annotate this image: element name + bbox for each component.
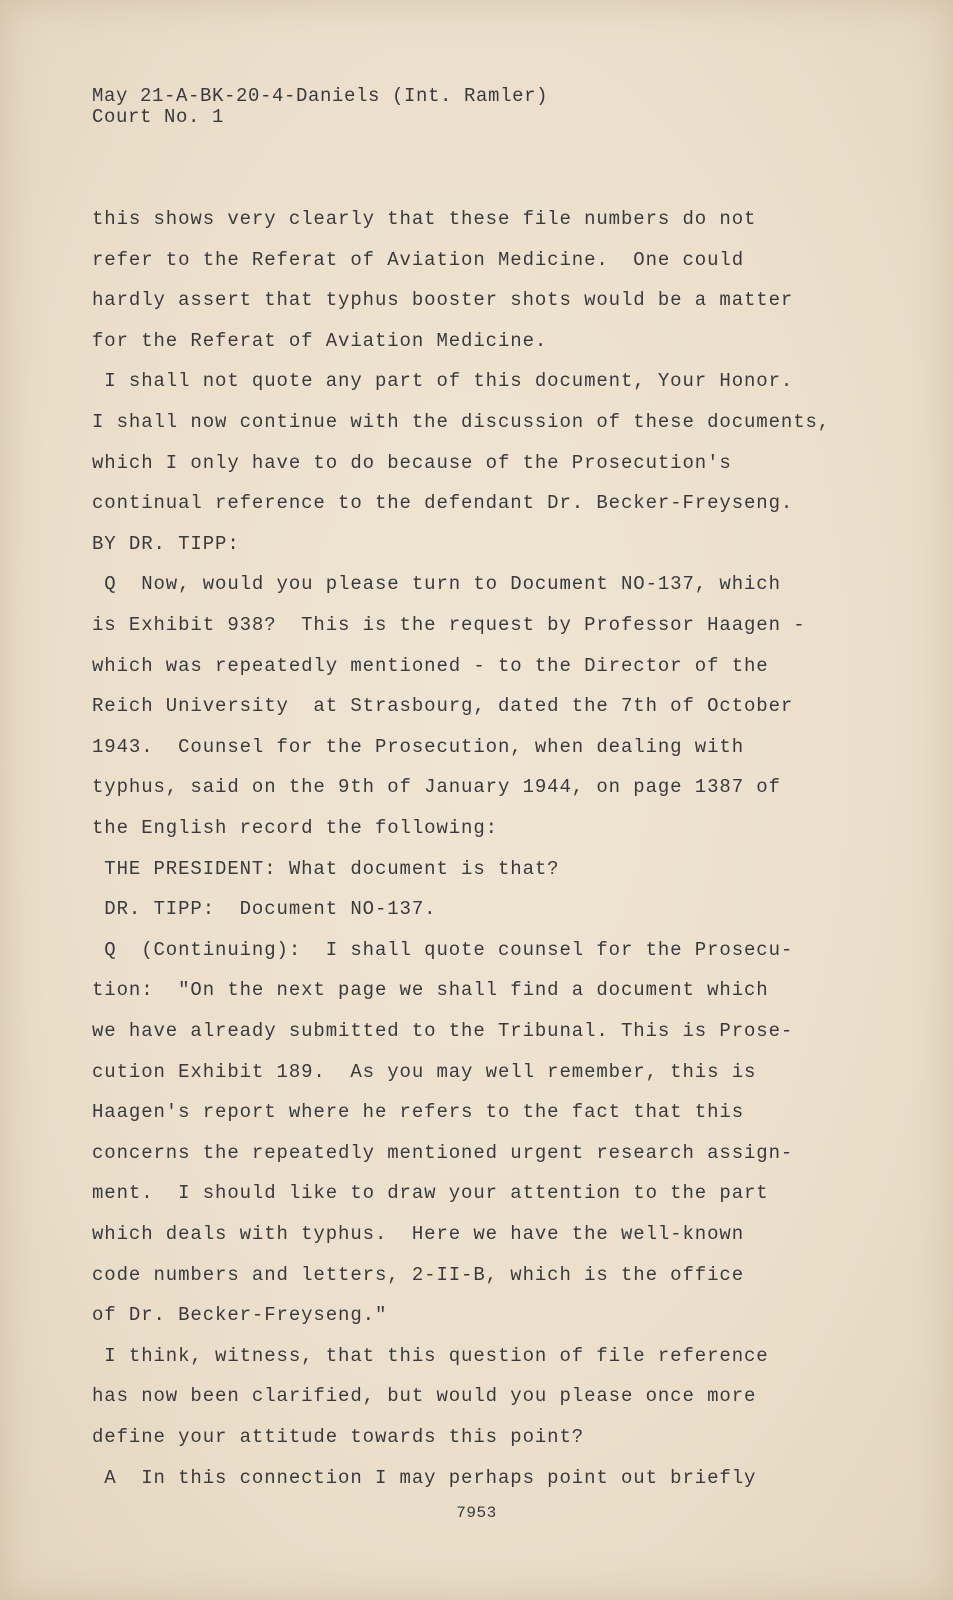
text-line: Q Now, would you please turn to Document NO-137, which <box>92 573 781 595</box>
text-line: code numbers and letters, 2-II-B, which is the office <box>92 1264 744 1286</box>
text-line: of Dr. Becker-Freyseng." <box>92 1304 388 1326</box>
text-line: continual reference to the defendant Dr. Becker-Freyseng. <box>92 492 794 514</box>
text-line: which deals with typhus. Here we have the well-known <box>92 1223 744 1245</box>
page-header <box>92 86 548 128</box>
text-line: I shall now continue with the discussion of these documents, <box>92 411 831 433</box>
text-line: BY DR. TIPP: <box>92 533 240 555</box>
text-line: the English record the following: <box>92 817 498 839</box>
text-line: for the Referat of Aviation Medicine. <box>92 330 548 352</box>
text-line: 1943. Counsel for the Prosecution, when dealing with <box>92 736 744 758</box>
text-line: A In this connection I may perhaps point out briefly <box>92 1467 757 1489</box>
text-line: refer to the Referat of Aviation Medicine. One could <box>92 249 744 271</box>
text-line: DR. TIPP: Document NO-137. <box>92 898 437 920</box>
text-line: cution Exhibit 189. As you may well remember, this is <box>92 1061 757 1083</box>
text-line: THE PRESIDENT: What document is that? <box>92 858 560 880</box>
text-line: has now been clarified, but would you please once more <box>92 1385 757 1407</box>
text-line: I shall not quote any part of this document, Your Honor. <box>92 370 794 392</box>
text-line: is Exhibit 938? This is the request by Professor Haagen - <box>92 614 806 636</box>
text-line: concerns the repeatedly mentioned urgent research assign- <box>92 1142 794 1164</box>
text-line: tion: "On the next page we shall find a document which <box>92 979 769 1001</box>
text-line: hardly assert that typhus booster shots would be a matter <box>92 289 794 311</box>
text-line: I think, witness, that this question of file reference <box>92 1345 769 1367</box>
text-line: Haagen's report where he refers to the fact that this <box>92 1101 744 1123</box>
page-number: 7953 <box>456 1504 497 1522</box>
text-line: Q (Continuing): I shall quote counsel for the Prosecu- <box>92 939 794 961</box>
text-line: this shows very clearly that these file numbers do not <box>92 208 757 230</box>
text-line: ment. I should like to draw your attention to the part <box>92 1182 769 1204</box>
text-line: which I only have to do because of the Prosecution's <box>92 452 732 474</box>
text-line: which was repeatedly mentioned - to the Director of the <box>92 655 769 677</box>
header-line-1: May 21-A-BK-20-4-Daniels (Int. Ramler) <box>92 85 549 107</box>
header-line-2: Court No. 1 <box>92 106 225 128</box>
text-line: Reich University at Strasbourg, dated the 7th of October <box>92 695 794 717</box>
text-line: typhus, said on the 9th of January 1944, on page 1387 of <box>92 776 781 798</box>
text-line: define your attitude towards this point? <box>92 1426 585 1448</box>
text-line: we have already submitted to the Tribunal. This is Prose- <box>92 1020 794 1042</box>
